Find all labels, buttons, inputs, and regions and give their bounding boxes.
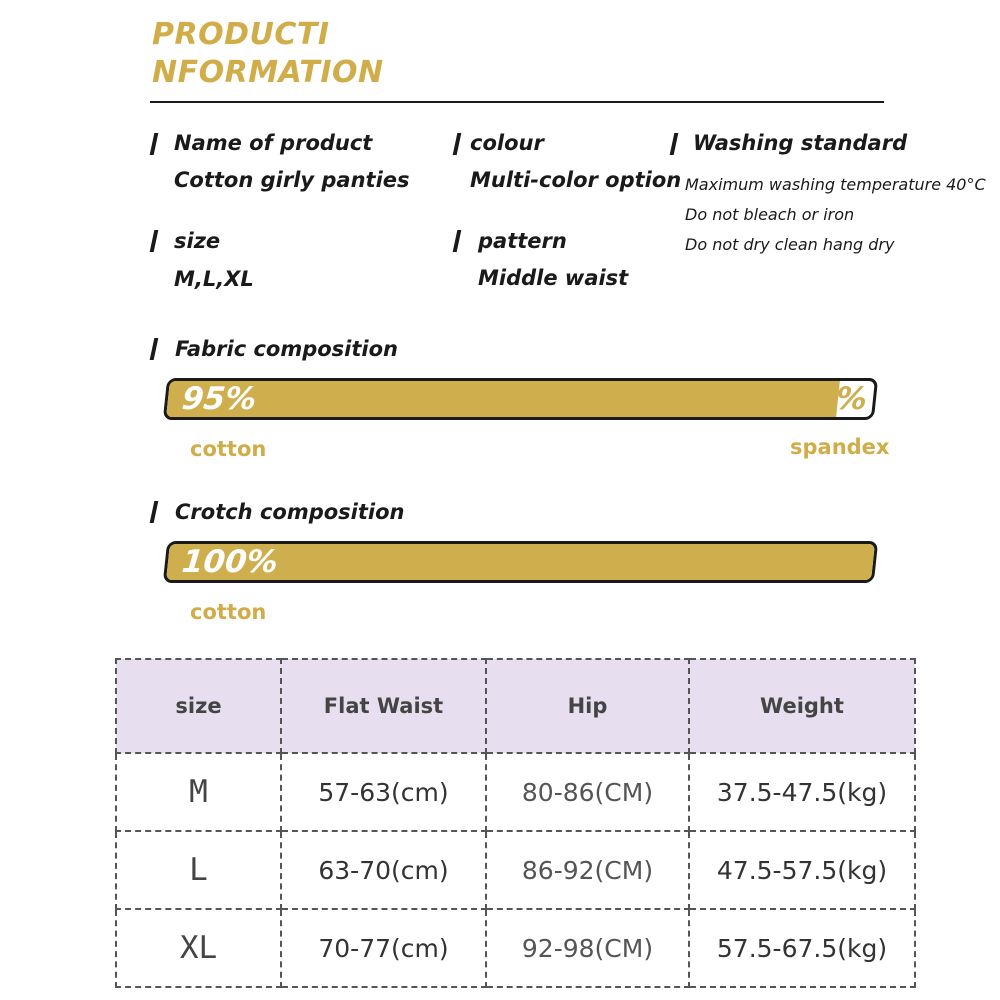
- weight-cell: 47.5-57.5(kg): [689, 831, 915, 909]
- section-marker: [150, 133, 159, 155]
- hip-cell: 86-92(CM): [486, 831, 689, 909]
- table-row: [116, 831, 915, 909]
- flat-waist-cell: 70-77(cm): [281, 909, 486, 987]
- crotch-label: Crotch composition: [175, 500, 405, 524]
- page-title-line2: NFORMATION: [152, 55, 384, 90]
- pattern-value: Middle waist: [478, 266, 629, 290]
- washing-line: Maximum washing temperature 40°C: [685, 175, 986, 194]
- section-marker: [453, 133, 462, 155]
- flat-waist-cell: 63-70(cm): [281, 831, 486, 909]
- crotch-primary-name: cotton: [190, 600, 267, 624]
- size-cell: M: [116, 753, 281, 831]
- washing-label: Washing standard: [693, 131, 908, 155]
- name-value: Cotton girly panties: [174, 168, 410, 192]
- fabric-secondary-name: spandex: [790, 435, 890, 459]
- colour-label: colour: [470, 131, 544, 155]
- table-header-row: [116, 659, 915, 753]
- washing-line: Do not dry clean hang dry: [685, 235, 895, 254]
- section-marker: [150, 230, 159, 252]
- hip-cell: 92-98(CM): [486, 909, 689, 987]
- column-header-hip: Hip: [486, 659, 689, 753]
- colour-value: Multi-color option: [470, 168, 682, 192]
- fabric-secondary-percent: 5%: [812, 381, 869, 417]
- crotch-composition-bar: [163, 541, 878, 583]
- fabric-composition-bar: [163, 378, 878, 420]
- section-marker: [670, 133, 679, 155]
- hip-cell: 80-86(CM): [486, 753, 689, 831]
- fabric-primary-percent: 95%: [180, 381, 259, 417]
- size-cell: L: [116, 831, 281, 909]
- size-label: size: [174, 229, 221, 253]
- table-row: [116, 753, 915, 831]
- size-cell: XL: [116, 909, 281, 987]
- size-value: M,L,XL: [174, 267, 254, 291]
- pattern-label: pattern: [478, 229, 567, 253]
- column-header-flat-waist: Flat Waist: [281, 659, 486, 753]
- column-header-weight: Weight: [689, 659, 915, 753]
- washing-line: Do not bleach or iron: [685, 205, 855, 224]
- crotch-primary-percent: 100%: [180, 544, 280, 580]
- name-label: Name of product: [174, 131, 373, 155]
- section-marker: [453, 230, 462, 252]
- size-chart-table: [115, 658, 916, 988]
- fabric-primary-name: cotton: [190, 437, 267, 461]
- weight-cell: 37.5-47.5(kg): [689, 753, 915, 831]
- weight-cell: 57.5-67.5(kg): [689, 909, 915, 987]
- flat-waist-cell: 57-63(cm): [281, 753, 486, 831]
- section-marker: [150, 338, 159, 360]
- table-row: [116, 909, 915, 987]
- page-title-line1: PRODUCTI: [152, 17, 330, 52]
- section-marker: [150, 501, 159, 523]
- title-divider: [150, 101, 884, 103]
- fabric-primary-fill: [166, 381, 840, 417]
- fabric-label: Fabric composition: [175, 337, 398, 361]
- column-header-size: size: [116, 659, 281, 753]
